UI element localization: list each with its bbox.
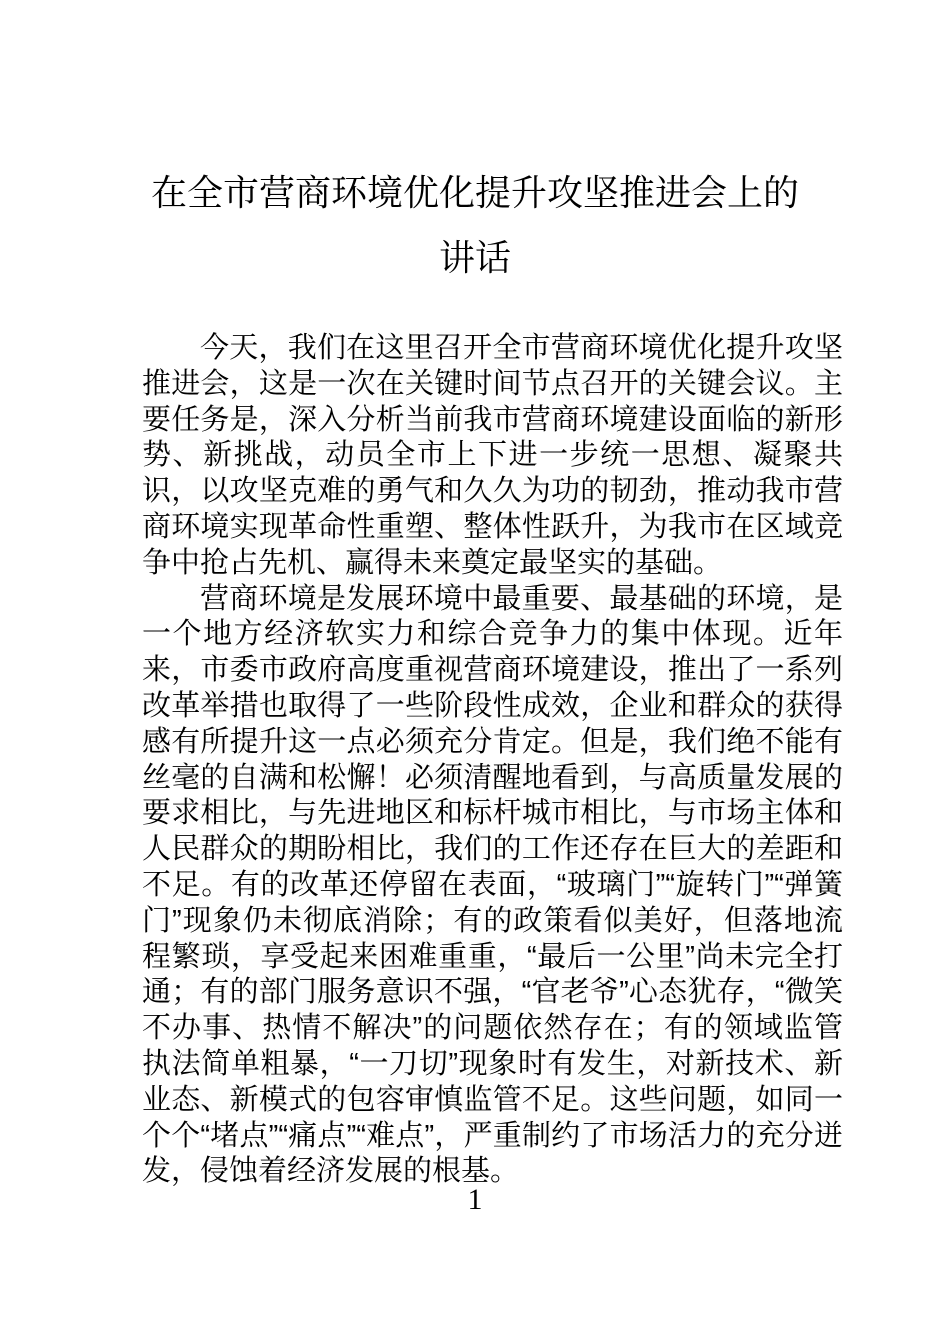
document-body (142, 331, 843, 1190)
paragraph-2: 营商环境是发展环境中最重要、最基础的环境，是一个地方经济软实力和综合竞争力的集中体现。近年来，市委市政府高度重视营商环境建设，推出了一系列改革举措也取得了一些阶段性成效，企业和群众的获得感有所提升这一点必须充分肯定。但是，我们绝不能有丝毫的自满和松懈！必须清醒地看到，与高质量发展的要求相比，与先进地区和标杆城市相比，与市场主体和人民群众的期盼相比，我们的工作还存在巨大的差距和不足。有的改革还停留在表面，“玻璃门”“旋转门”“弹簧门”现象仍未彻底消除；有的政策看似美好，但落地流程繁琐，享受起来困难重重，“最后一公里”尚未完全打通；有的部门服务意识不强，“官老爷”心态犹存，“微笑不办事、热情不解决”的问题依然存在；有的领域监管执法简单粗暴，“一刀切”现象时有发生，对新技术、新业态、新模式的包容审慎监管不足。这些问题，如同一个个“堵点”“痛点”“难点”，严重制约了市场活力的充分迸发，侵蚀着经济发展的根基。 (142, 582, 843, 1188)
page-number: 1 (467, 1183, 483, 1216)
document-title: 在全市营商环境优化提升攻坚推进会上的讲话 (150, 172, 799, 278)
paragraph-1: 今天，我们在这里召开全市营商环境优化提升攻坚推进会，这是一次在关键时间节点召开的关键会议。主要任务是，深入分析当前我市营商环境建设面临的新形势、新挑战，动员全市上下进一步统一思想、凝聚共识，以攻坚克难的勇气和久久为功的韧劲，推动我市营商环境实现革命性重塑、整体性跃升，为我市在区域竞争中抢占先机、赢得未来奠定最坚实的基础。 (142, 332, 843, 579)
